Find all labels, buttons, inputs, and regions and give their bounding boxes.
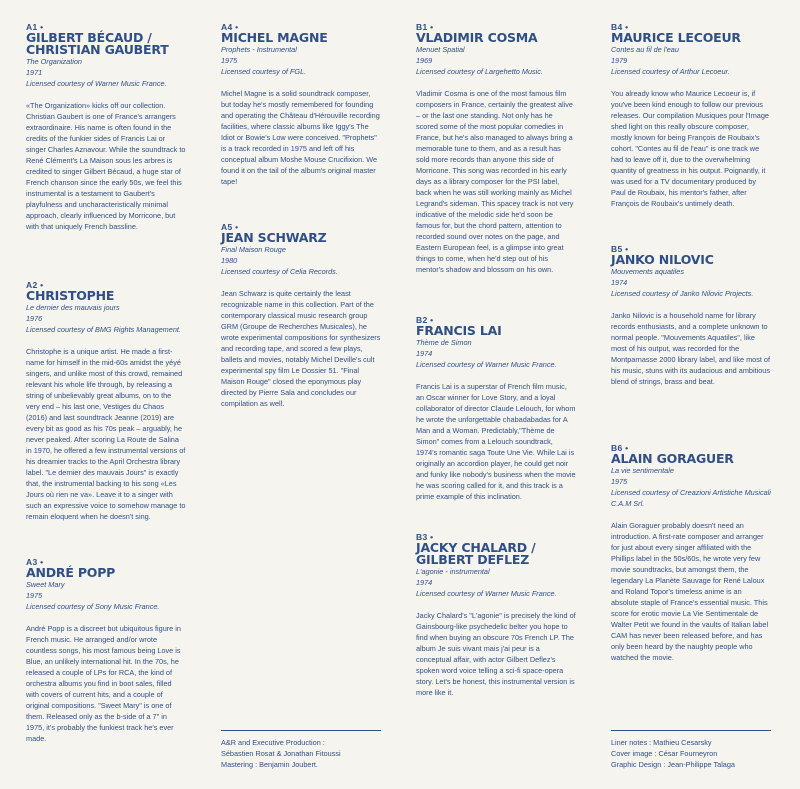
track-entry-b6 bbox=[611, 443, 771, 663]
track-title: L'agonie - instrumental bbox=[416, 567, 490, 576]
track-title: La vie sentimentale bbox=[611, 466, 674, 475]
artist-name: JACKY CHALARD / GILBERT DEFLEZ bbox=[416, 540, 536, 567]
license-line: Licensed courtesy of Creazioni Artistiche Musicali C.A.M Srl. bbox=[611, 488, 771, 508]
license-line: Licensed courtesy of Warner Music France. bbox=[416, 360, 557, 369]
track-description: «The Organization» kicks off our collection. Christian Gaubert is one of France's arrangers extraordinaire. His name is often found in the credits of the funkier sides of Francis Lai or singer Charles Aznavour. While the soundtrack to René Clément's La Maison sous les arbres is credited to singer Gilbert Bécaud, a huge star of French chanson since the early 50s, we feel this instrumental is a testament to Gaubert's playfulness and uncharacteristically minimal approach, clearly influenced by Morricone, but with that uniquely French bassline. bbox=[26, 101, 186, 231]
license-line: Licensed courtesy of Warner Music France. bbox=[416, 589, 557, 598]
artist-name: ALAIN GORAGUER bbox=[611, 451, 734, 466]
track-description: André Popp is a discreet but ubiquitous figure in French music. He arranged and/or wrote countless songs, his most famous being Love is Blue, an unlikely international hit. In the 70s, he released a couple of LPs for RCA, the kind of orchestra albums you find in boot sales, filled with covers of current hits, and a couple of original compositions. "Sweet Mary" is one of them. Released only as the b-side of a 7" in 1975, it's probably the funkiest track he's ever made. bbox=[26, 624, 181, 743]
track-code: A4 • bbox=[221, 22, 239, 32]
credit-line: Mastering : Benjamin Joubert. bbox=[221, 760, 318, 769]
column-2 bbox=[221, 22, 381, 770]
track-entry-a3 bbox=[26, 557, 186, 744]
track-year: 1971 bbox=[26, 68, 43, 77]
track-entry-a5 bbox=[221, 222, 381, 409]
track-description: Jean Schwarz is quite certainly the least recognizable name in this collection. Part of the contemporary classical music research group GRM (Groupe de Recherches Musicales), he wrote experimental compositions for synthesizers and recording tape, and scored a few plays, ballets and movies, notably Michel Deville's cult experimental spy film Le Dossier 51. "Final Maison Rouge" closed the eponymous play directed by Pierre Sala and concludes our compilation as well. bbox=[221, 289, 381, 408]
track-description: Jacky Chalard's "L'agonie" is precisely the kind of Gainsbourg-like psychedelic belter you hope to find when buying an obscure 70s French LP. The album Je suis vivant mais j'ai peur is a conceptual affair, with actor Gilbert Deflez's spoken word voice telling a sci-fi space-opera story. Let's be honest, this instrumental version is more like it. bbox=[416, 611, 576, 697]
track-title: The Organization bbox=[26, 57, 82, 66]
track-entry-b4 bbox=[611, 22, 771, 244]
column-1 bbox=[26, 22, 186, 744]
track-description: Alain Goraguer probably doesn't need an introduction. A first-rate composer and arranger for just about every singer affiliated with the Phillips label in the 50s/60s, he wrote very few movie soundtracks, but amongst them, the legendary La Planète Sauvage for René Laloux and Roland Topor's timeless anime is an absolute staple of France's essential music. This score for erotic movie La Vie Sentimentale de Walter Petit we found in the vaults of Italian label CAM has never been released before, and has only been heard by the naughty people who watched the movie. bbox=[611, 521, 769, 662]
track-code: A1 • bbox=[26, 22, 44, 32]
track-code: B3 • bbox=[416, 532, 434, 542]
track-entry-a4 bbox=[221, 22, 381, 222]
track-year: 1974 bbox=[416, 578, 433, 587]
track-year: 1976 bbox=[26, 314, 43, 323]
track-title: Mouvements aquatiles bbox=[611, 267, 685, 276]
track-entry-b1 bbox=[416, 22, 576, 315]
track-year: 1969 bbox=[416, 56, 433, 65]
license-line: Licensed courtesy of Largehetto Music. bbox=[416, 67, 543, 76]
credit-line: A&R and Executive Production : bbox=[221, 738, 325, 747]
track-year: 1975 bbox=[26, 591, 43, 600]
track-code: A2 • bbox=[26, 280, 44, 290]
track-entry-a2 bbox=[26, 280, 186, 557]
track-entry-a1 bbox=[26, 22, 186, 280]
track-code: A5 • bbox=[221, 222, 239, 232]
column-3 bbox=[416, 22, 576, 698]
license-line: Licensed courtesy of Warner Music France. bbox=[26, 79, 167, 88]
track-title: Le dernier des mauvais jours bbox=[26, 303, 120, 312]
track-description: Francis Lai is a superstar of French film music, an Oscar winner for Love Story, and a loyal collaborator of director Claude Lelouch, for whom he wrote the unforgettable chabadabadas for A Man and a Woman. Predictably,"Thème de Simon" comes from a Lelouch soundtrack, 1974's romantic saga Toute Une Vie. While Lai is originally an accordion player, he could get noir and funky like nobody's business when the movie he was scoring called for it, and this track is a prime example of this inclination. bbox=[416, 382, 576, 501]
track-title: Final Maison Rouge bbox=[221, 245, 286, 254]
license-line: Licensed courtesy of BMG Rights Management. bbox=[26, 325, 181, 334]
artist-name: ANDRÉ POPP bbox=[26, 565, 116, 580]
artist-name: MICHEL MAGNE bbox=[221, 30, 328, 45]
track-description: You already know who Maurice Lecoeur is, if you've been kind enough to follow our previous releases. Our compilation Musiques pour l'Image shed light on this really obscure composer, mostly known for being François de Roubaix's cohort. "Contes au fil de l'eau" is one track we had to leave off it, due to the overwhelming quantity of greatness in his output. Poignantly, it was used for a TV documentary produced by Paul de Roubaix, his mentor's father, after François de Roubaix's untimely death. bbox=[611, 89, 769, 208]
track-title: Thème de Simon bbox=[416, 338, 472, 347]
track-year: 1975 bbox=[221, 56, 238, 65]
track-year: 1975 bbox=[611, 477, 628, 486]
production-credits bbox=[221, 730, 381, 770]
track-entry-b5 bbox=[611, 244, 771, 443]
artist-name: VLADIMIR COSMA bbox=[416, 30, 538, 45]
artist-name: FRANCIS LAI bbox=[416, 323, 502, 338]
track-code: A3 • bbox=[26, 557, 44, 567]
track-description: Christophe is a unique artist. He made a first-name for himself in the mid-60s amidst the yéyé singers, and unlike most of this crowd, remained relevant his whole life through, by releasing a string of unbelievably great albums, on to the very end – his last one, Vestiges du Chaos (2016) and last soundtrack Jeanne (2019) are every bit as good as his 70s peak – arguably, he never peaked. After scoring La Route de Salina in 1970, he offered a few instrumental versions of his dreamier tracks to the April Orchestra library label. "Le dernier des mauvais Jours" is exactly that, the instrumental backing to his song «Les Jours où rien ne va». Leave it to a singer with such an expressive voice to somehow manage to remain eloquent when he doesn't sing. bbox=[26, 347, 186, 521]
track-year: 1974 bbox=[611, 278, 628, 287]
credit-line: Liner notes : Mathieu Cesarsky bbox=[611, 738, 712, 747]
track-description: Vladimir Cosma is one of the most famous film composers in France, certainly the greatest alive – or the last one standing. Not only has he scored some of the most popular comedies in France, but he's also managed to always bring a memorable tune to them, and as a result has sold more records than anyone this side of Morricone. This song was recorded in his early days as a library composer for the PSI label, back when he was still working mainly as Michel Legrand's sideman. This spacey track is not very indicative of the melodic side he'd soon be famous for, but the chord pattern, attention to recorded sound over notes on the page, and Eastern European feel, is a glimpse into great things to come, when he'd step out of his mentor's shadow and blossom on his own. bbox=[416, 89, 574, 274]
track-code: B5 • bbox=[611, 244, 629, 254]
track-description: Janko Nilovic is a household name for library records enthusiasts, and a complete unknown to normal people. "Mouvements Aquatiles", like most of his output, was recorded for the Montparnasse 2000 library label, and like most of his music, stuns with its audacious and ambitious blend of strings, brass and beat. bbox=[611, 311, 770, 386]
track-entry-b2 bbox=[416, 315, 576, 532]
column-4 bbox=[611, 22, 771, 770]
license-line: Licensed courtesy of Celia Records. bbox=[221, 267, 338, 276]
license-line: Licensed courtesy of Janko Nilovic Projects. bbox=[611, 289, 754, 298]
license-line: Licensed courtesy of Arthur Lecoeur. bbox=[611, 67, 730, 76]
track-code: B1 • bbox=[416, 22, 434, 32]
credit-line: Cover image : César Fourneyron bbox=[611, 749, 718, 758]
artist-name: GILBERT BÉCAUD / CHRISTIAN GAUBERT bbox=[26, 30, 169, 57]
artist-name: CHRISTOPHE bbox=[26, 288, 115, 303]
credit-line: Graphic Design : Jean-Philippe Talaga bbox=[611, 760, 735, 769]
track-title: Sweet Mary bbox=[26, 580, 65, 589]
track-description: Michel Magne is a solid soundtrack composer, but today he's mostly remembered for founding and operating the Château d'Hérouville recording facilities, where classic albums like Iggy's The Idiot or Bowie's Low were conceived. "Prophets" is a track recorded in 1975 and left off his conceptual album Moshe Mouse Crucifixion. We found it on the tail of the album's original master tape! bbox=[221, 89, 380, 186]
artist-name: JEAN SCHWARZ bbox=[221, 230, 327, 245]
track-title: Menuet Spatial bbox=[416, 45, 465, 54]
credit-line: Sébastien Rosat & Jonathan Fitoussi bbox=[221, 749, 341, 758]
track-title: Prophets - Instrumental bbox=[221, 45, 297, 54]
track-code: B6 • bbox=[611, 443, 629, 453]
track-code: B2 • bbox=[416, 315, 434, 325]
track-entry-b3 bbox=[416, 532, 576, 698]
design-credits bbox=[611, 730, 771, 770]
track-title: Contes au fil de l'eau bbox=[611, 45, 679, 54]
track-year: 1974 bbox=[416, 349, 433, 358]
track-year: 1980 bbox=[221, 256, 238, 265]
track-year: 1979 bbox=[611, 56, 628, 65]
track-code: B4 • bbox=[611, 22, 629, 32]
artist-name: JANKO NILOVIC bbox=[611, 252, 714, 267]
artist-name: MAURICE LECOEUR bbox=[611, 30, 741, 45]
license-line: Licensed courtesy of Sony Music France. bbox=[26, 602, 160, 611]
license-line: Licensed courtesy of FGL. bbox=[221, 67, 307, 76]
